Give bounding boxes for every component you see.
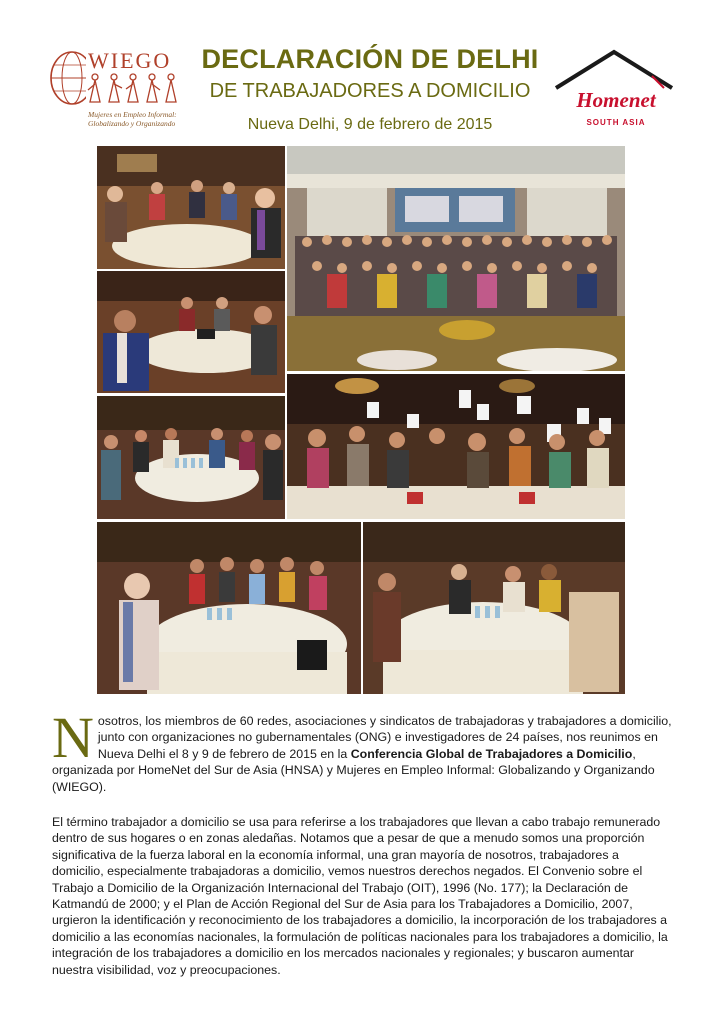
roof-icon: [552, 48, 676, 92]
women-figures-icon: [86, 72, 180, 108]
wiego-tagline: Mujeres en Empleo Informal: Globalizando y Organizando: [88, 110, 177, 128]
wiego-wordmark: WIEGO: [88, 48, 172, 73]
conference-name: Conferencia Global de Trabajadores a Domicilio: [350, 746, 633, 761]
body-paragraph: [52, 814, 672, 978]
photo-delegates-table-4: [97, 522, 361, 694]
photo-delegates-table-5: [363, 522, 625, 694]
intro-paragraph: [52, 705, 672, 795]
page-title: DECLARACIÓN DE DELHI: [201, 44, 539, 74]
page-title-line2: DE TRABAJADORES A DOMICILIO: [209, 80, 531, 102]
photo-group-conference: [287, 146, 625, 371]
intro-text-a: osotros, los miembros de 60 redes, asociaciones y sindicatos de trabajadoras y trabajadores a domicilio, junto con organizaciones no gubernamentales (ONG) e investigadores de 24 países, nos reunimos en Nueva Delhi el 8 y 9 de febrero de 2015 en la: [97, 714, 672, 761]
intro-text-b: , organizada por HomeNet del Sur de Asia (HNSA) y Mujeres en Empleo Informal: Globalizando y Organizando (WIEGO).: [52, 746, 655, 794]
photo-delegates-table-2: [97, 271, 285, 393]
photo-delegates-table-1: [97, 146, 285, 269]
globe-icon: [50, 50, 86, 106]
wiego-logo: [50, 48, 182, 134]
body-paragraph-text: El término trabajador a domicilio se usa para referirse a los trabajadores que llevan a cabo trabajo remunerado dentro de sus hogares o en zonas aledañas. Notamos que a pesar de que a menudo somos una proporción significativa de la fuerza laboral en la economía informal, una gran mayoría de nosotros, trabajadores a domicilio, especialmente trabajadoras a domicilio, vemos nuestros derechos negados. El Convenio sobre el Trabajo a Domicilio de la Organización Internacional del Trabajo (OIT), 1996 (No. 177); la Declaración de Katmandú de 2000; y el Plan de Acción Regional del Sur de Asia para los Trabajadores a Domicilio, 2007, urgieron la identificación y reconocimiento de los trabajadores a domicilio, la incorporación de los trabajadores a domicilio a las economías nacionales, la formulación de políticas nacionales para los trabajadores a domicilio, la integración de los trabajadores a domicilio en los mercados nacionales y regionales; y buscaron aumentar nuestra visibilidad, voz y preocupaciones.: [52, 815, 668, 977]
page-subtitle: Nueva Delhi, 9 de febrero de 2015: [247, 116, 493, 133]
photo-collage: [97, 146, 625, 694]
drop-cap: N: [52, 705, 94, 770]
photo-delegates-table-3: [97, 396, 285, 519]
homenet-logo: [552, 48, 676, 134]
homenet-region: SOUTH ASIA: [586, 118, 646, 127]
homenet-wordmark: Homenet: [576, 88, 656, 112]
photo-raised-papers: [287, 374, 625, 519]
